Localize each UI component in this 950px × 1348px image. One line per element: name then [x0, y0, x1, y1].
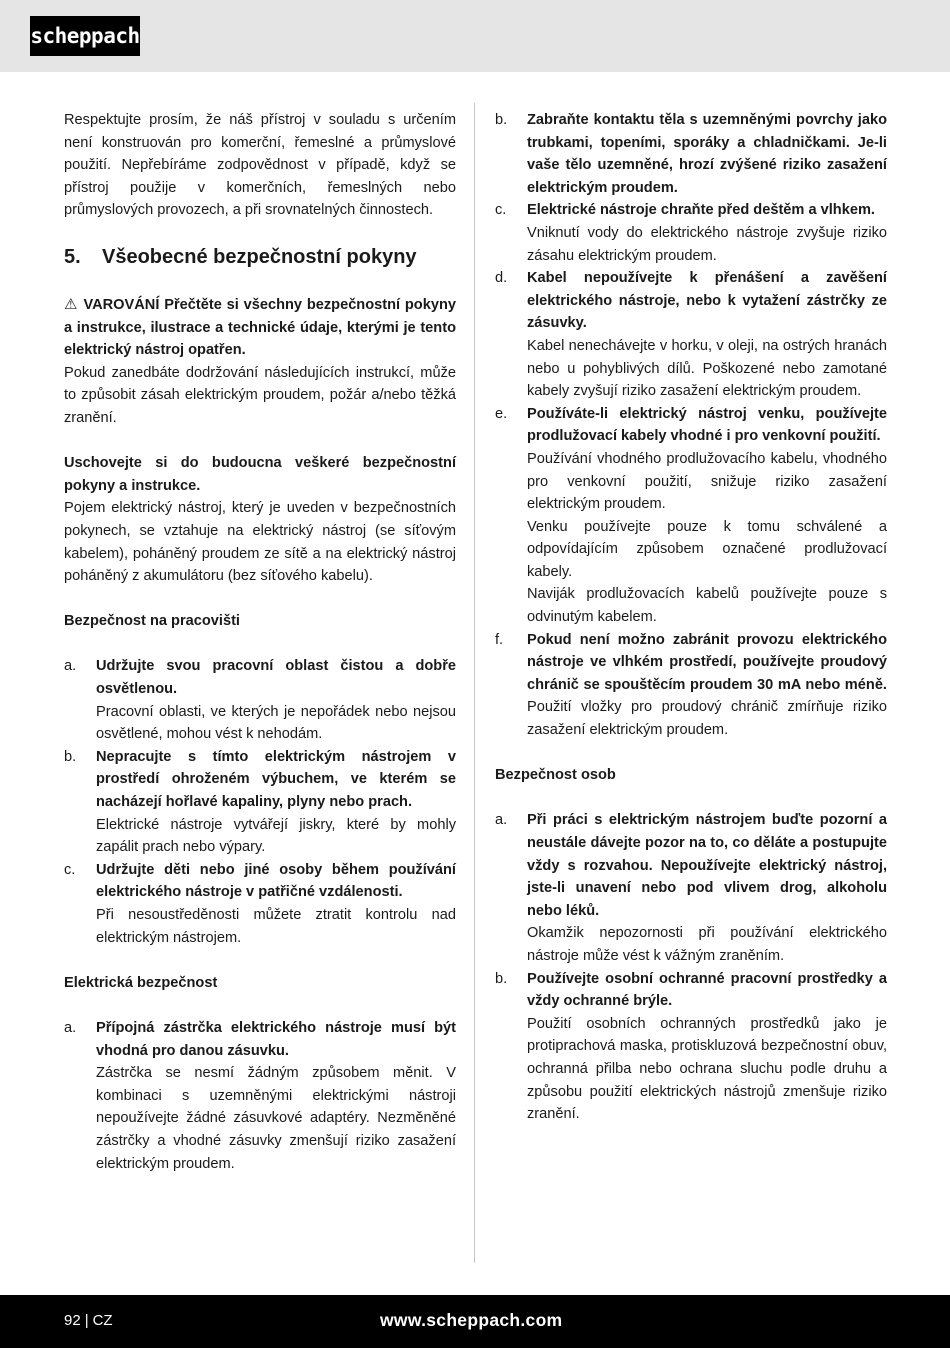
- warning-bold-text: Přečtěte si všechny bezpečnostní pokyny a instrukce, ilustrace a technické údaje, kterými je tento elektrický nástroj opatřen.: [64, 296, 456, 359]
- list-item-mixed: [527, 629, 887, 742]
- list-item: [64, 1017, 456, 1175]
- list-item-bold: Udržujte děti nebo jiné osoby během používání elektrického nástroje v patřičné vzdálenosti.: [96, 861, 456, 901]
- footer-band: [0, 1295, 950, 1348]
- section-title: Všeobecné bezpečnostní pokyny: [102, 245, 417, 268]
- electrical-safety-title: Elektrická bezpečnost: [64, 974, 218, 991]
- list-item: [495, 199, 887, 267]
- header-band: [0, 0, 950, 72]
- brand-logo-text: scheppach: [30, 23, 140, 48]
- keep-instructions-text: Pojem elektrický nástroj, který je uveden v bezpečnostních pokynech, se vztahuje na elektrický nástroj (se síťovým kabelem), poháněný proudem ze sítě a na elektrický nástroj poháněný z akumulátoru (bez síťového kabelu).: [64, 500, 456, 585]
- list-item-bold: Kabel nepoužívejte k přenášení a zavěšení elektrického nástroje, nebo k vytažení zástrčky ze zásuvky.: [527, 270, 887, 332]
- list-item-bold: Přípojná zástrčka elektrického nástroje musí být vhodná pro danou zásuvku.: [96, 1019, 456, 1059]
- workplace-safety-title: Bezpečnost na pracovišti: [64, 613, 240, 630]
- list-item: [495, 629, 887, 742]
- list-item-text: Kabel nenechávejte v horku, v oleji, na ostrých hranách nebo u pohyblivých dílů. Poškozené nebo zamotané kabely zvyšují riziko zasažení elektrickým proudem.: [527, 337, 887, 400]
- warning-paragraph: [64, 294, 456, 362]
- list-letter: b.: [495, 112, 508, 128]
- warning-triangle-icon: ⚠: [64, 295, 78, 313]
- list-item: [495, 267, 887, 403]
- list-item-bold: Pokud není možno zabránit provozu elektrického nástroje ve vlhkém prostředí, používejte proudový chránič se spouštěcím proudem 30 mA nebo méně.: [527, 631, 887, 693]
- page-separator: |: [84, 1312, 89, 1329]
- list-item: [64, 655, 456, 745]
- column-divider: [474, 103, 475, 1263]
- page-number-block: [64, 1309, 113, 1333]
- list-letter: c.: [64, 861, 76, 878]
- list-letter: c.: [495, 202, 507, 219]
- list-item: [495, 403, 887, 629]
- list-item-text: Venku používejte pouze k tomu schválené a odpovídajícím způsobem označené prodlužovací kabely.: [527, 518, 887, 580]
- list-letter: d.: [495, 270, 508, 287]
- brand-logo: [30, 16, 140, 56]
- list-letter: a.: [495, 812, 508, 829]
- list-letter: a.: [64, 1019, 77, 1036]
- list-item-bold: Nepracujte s tímto elektrickým nástrojem v prostředí ohroženém výbuchem, ve kterém se nacházejí hořlavé kapaliny, plyny nebo prach.: [96, 748, 456, 811]
- right-column: [495, 109, 887, 1126]
- list-item-bold: Udržujte svou pracovní oblast čistou a dobře osvětlenou.: [96, 658, 456, 698]
- section-number: 5.: [64, 245, 81, 268]
- list-item-bold: Elektrické nástroje chraňte před deštěm a vlhkem.: [527, 202, 875, 219]
- list-item-bold: Při práci s elektrickým nástrojem buďte pozorní a neustále dávejte pozor na to, co děláte a postupujte vždy s rozvahou. Nepoužívejte elektrický nástroj, jste-li unavení nebo pod vlivem drog, alkoholu nebo léků.: [527, 812, 887, 919]
- list-item-text: Při nesoustředěnosti můžete ztratit kontrolu nad elektrickým nástrojem.: [96, 907, 456, 946]
- list-item: [64, 746, 456, 859]
- list-item-text: Používání vhodného prodlužovacího kabelu, vhodného pro venkovní použití, snižuje riziko zasažení elektrickým proudem.: [527, 450, 887, 513]
- list-item-text: Pracovní oblasti, ve kterých je nepořádek nebo nejsou osvětlené, mohou vést k nehodám.: [96, 703, 456, 743]
- list-item: [495, 109, 887, 199]
- intro-paragraph: Respektujte prosím, že náš přístroj v souladu s určením není konstruován pro komerční, řemeslné a průmyslové použití. Nepřebíráme zodpovědnost v případě, když se přístroj použije v komerčních, řemeslných nebo průmyslových provozech, a při srovnatelných činnostech.: [64, 112, 456, 219]
- list-letter: a.: [64, 658, 77, 675]
- section-heading: [64, 244, 456, 270]
- list-item-bold: Používáte-li elektrický nástroj venku, používejte prodlužovací kabely vhodné i pro venkovní použití.: [527, 405, 887, 445]
- page-number: 92: [64, 1312, 81, 1329]
- list-item-text: Použití osobních ochranných prostředků jako je protiprachová maska, protiskluzová bezpečnostní obuv, ochranná přilba nebo ochrana sluchu podle druhu a způsobu použití elektrických nástrojů zmenšuje riziko zranění.: [527, 1015, 887, 1123]
- list-item: [495, 968, 887, 1126]
- list-letter: b.: [495, 970, 508, 987]
- language-code: CZ: [92, 1312, 113, 1329]
- left-column: [64, 109, 456, 1175]
- list-item-text: Naviják prodlužovacích kabelů používejte pouze s odvinutým kabelem.: [527, 586, 887, 626]
- list-item: [64, 859, 456, 949]
- list-item-bold: Zabraňte kontaktu těla s uzemněnými povrchy jako trubkami, topeními, sporáky a chladničkami. Je-li vaše tělo uzemněné, hrozí zvýšené riziko zasažení elektrickým proudem.: [527, 112, 887, 196]
- keep-instructions-bold: Uschovejte si do budoucna veškeré bezpečnostní pokyny a instrukce.: [64, 455, 456, 494]
- list-letter: e.: [495, 405, 508, 422]
- list-item-text: Vniknutí vody do elektrického nástroje zvyšuje riziko zásahu elektrickým proudem.: [527, 224, 887, 264]
- warning-text: Pokud zanedbáte dodržování následujících instrukcí, může to způsobit zásah elektrickým proudem, požár a/nebo těžká zranění.: [64, 364, 456, 426]
- list-letter: b.: [64, 748, 77, 765]
- list-item-text: Zástrčka se nesmí žádným způsobem měnit. V kombinaci s uzemněnými elektrickými nástroji nepoužívejte žádné zásuvkové adaptéry. Nezměněné zástrčky a vhodné zásuvky zmenšují riziko zasažení elektrickým proudem.: [96, 1065, 456, 1172]
- warning-label: VAROVÁNÍ: [83, 296, 160, 313]
- website-link[interactable]: www.scheppach.com: [380, 1310, 563, 1330]
- list-item-text: Použití vložky pro proudový chránič zmírňuje riziko zasažení elektrickým proudem.: [527, 699, 887, 739]
- list-item: [495, 809, 887, 967]
- list-item-text: Elektrické nástroje vytvářejí jiskry, které by mohly zapálit prach nebo výpary.: [96, 816, 456, 856]
- list-item-bold: Používejte osobní ochranné pracovní prostředky a vždy ochranné brýle.: [527, 970, 887, 1010]
- personal-safety-title: Bezpečnost osob: [495, 767, 616, 784]
- list-letter: f.: [495, 631, 504, 648]
- list-item-text: Okamžik nepozornosti při používání elektrického nástroje může vést k vážným zraněním.: [527, 925, 887, 964]
